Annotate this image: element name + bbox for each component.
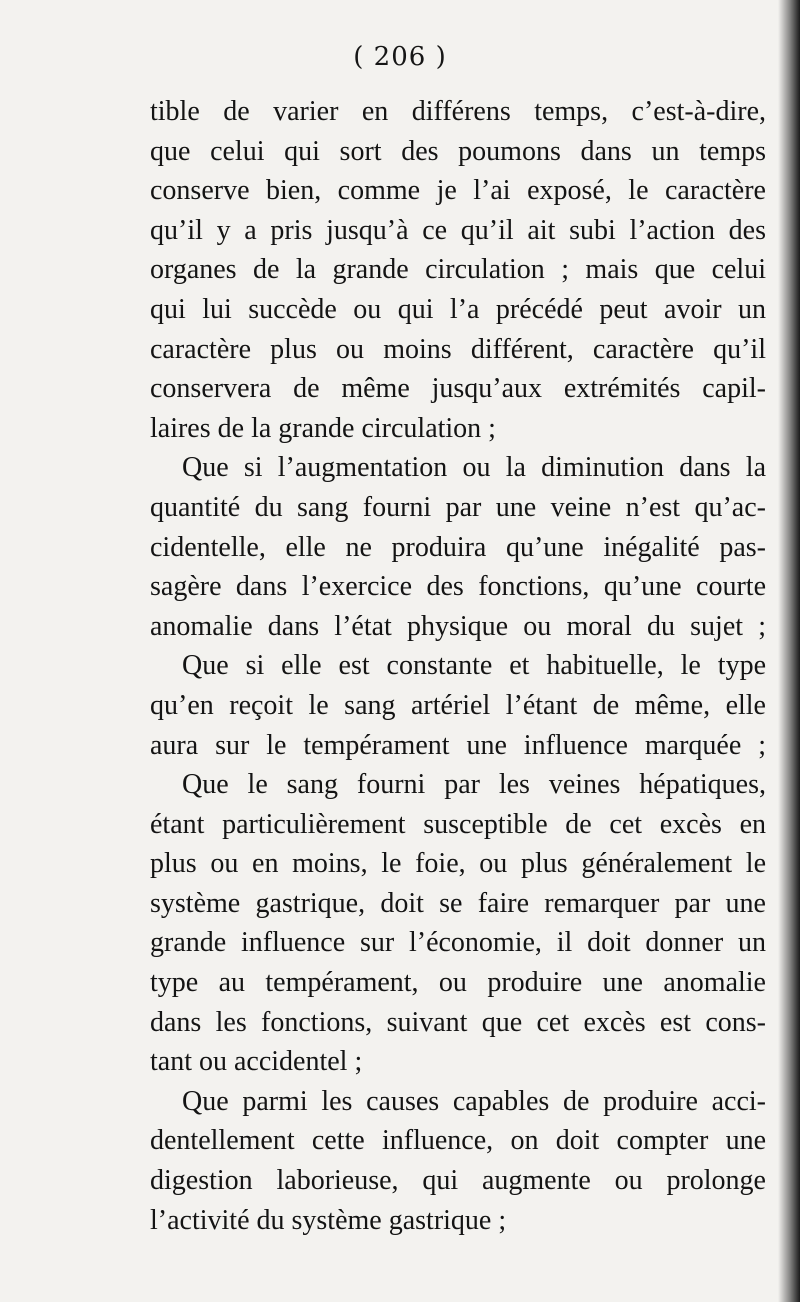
- text-line: dans les fonctions, suivant que cet excès est cons-: [150, 1006, 766, 1038]
- text-line: Que parmi les causes capables de produire acci-: [182, 1085, 766, 1117]
- text-line: Que le sang fourni par les veines hépatiques,: [182, 769, 766, 801]
- text-line: type au tempérament, ou produire une anomalie: [150, 967, 766, 999]
- text-line: cidentelle, elle ne produira qu’une inégalité pas-: [150, 531, 766, 563]
- text-line: l’activité du système gastrique ;: [150, 1204, 507, 1236]
- text-line: tant ou accidentel ;: [150, 1046, 363, 1078]
- text-line: qui lui succède ou qui l’a précédé peut avoir un: [150, 293, 766, 325]
- text-line: plus ou en moins, le foie, ou plus généralement le: [150, 848, 766, 880]
- text-line: tible de varier en différens temps, c’est-à-dire,: [150, 96, 766, 127]
- text-line: laires de la grande circulation ;: [150, 412, 496, 444]
- paragraph: [150, 646, 766, 765]
- paragraph: [150, 92, 766, 448]
- text-line: Que si elle est constante et habituelle, le type: [182, 650, 766, 682]
- text-line: étant particulièrement susceptible de cet excès en: [150, 808, 766, 840]
- text-line: que celui qui sort des poumons dans un temps: [150, 135, 766, 167]
- text-line: dentellement cette influence, on doit compter une: [150, 1125, 766, 1157]
- text-line: qu’il y a pris jusqu’à ce qu’il ait subi l’action des: [150, 214, 766, 246]
- text-line: qu’en reçoit le sang artériel l’étant de même, elle: [150, 689, 766, 721]
- body-text: [150, 92, 766, 1240]
- text-line: quantité du sang fourni par une veine n’est qu’ac-: [150, 491, 766, 523]
- text-line: conserve bien, comme je l’ai exposé, le caractère: [150, 175, 766, 207]
- text-line: caractère plus ou moins différent, caractère qu’il: [150, 333, 766, 365]
- text-line: anomalie dans l’état physique ou moral du sujet ;: [150, 610, 766, 642]
- text-line: organes de la grande circulation ; mais que celui: [150, 254, 766, 286]
- text-line: conservera de même jusqu’aux extrémités capil-: [150, 373, 766, 405]
- text-line: système gastrique, doit se faire remarquer par une: [150, 887, 766, 919]
- text-line: digestion laborieuse, qui augmente ou prolonge: [150, 1165, 766, 1197]
- paragraph: [150, 765, 766, 1082]
- text-line: Que si l’augmentation ou la diminution dans la: [182, 452, 766, 484]
- text-line: aura sur le tempérament une influence marquée ;: [150, 729, 766, 761]
- text-line: grande influence sur l’économie, il doit donner un: [150, 927, 766, 959]
- paragraph: [150, 448, 766, 646]
- paragraph: [150, 1082, 766, 1240]
- page-number: ( 206 ): [353, 42, 447, 72]
- text-line: sagère dans l’exercice des fonctions, qu’une courte: [150, 571, 766, 603]
